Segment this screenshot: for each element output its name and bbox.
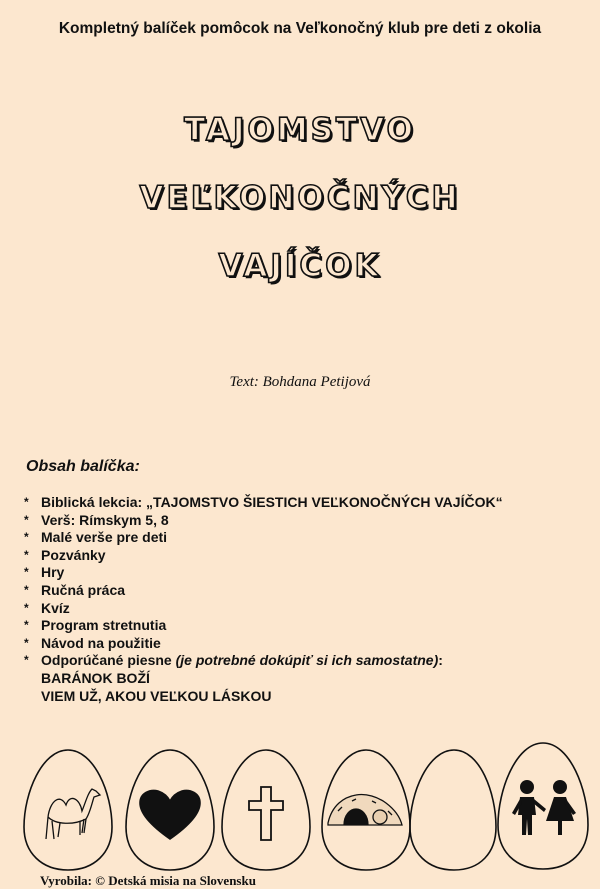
egg-children bbox=[498, 743, 588, 869]
song-title: BARÁNOK BOŽÍ bbox=[41, 670, 150, 686]
songs-note: (je potrebné dokúpiť si ich samostatne) bbox=[175, 652, 439, 669]
list-item-label: Biblická lekcia: „TAJOMSTVO ŠIESTICH VEĽKONOČNÝCH VAJÍČOK“ bbox=[41, 494, 503, 510]
egg-tomb bbox=[322, 750, 410, 870]
list-item-label: Program stretnutia bbox=[41, 617, 167, 634]
bullet-icon: * bbox=[24, 600, 29, 615]
list-item bbox=[24, 600, 503, 618]
list-item-label: Kvíz bbox=[41, 599, 70, 616]
title-line-1: TAJOMSTVO bbox=[184, 112, 416, 148]
bullet-icon: * bbox=[24, 635, 29, 650]
songs-suffix: : bbox=[438, 652, 443, 669]
bullet-icon: * bbox=[24, 618, 29, 633]
songs-list bbox=[41, 670, 272, 705]
bullet-icon: * bbox=[24, 582, 29, 597]
list-item-label: Pozvánky bbox=[41, 546, 106, 563]
children-icon bbox=[512, 780, 576, 835]
list-item bbox=[24, 529, 503, 547]
song-title: VIEM UŽ, AKOU VEĽKOU LÁSKOU bbox=[41, 687, 272, 704]
list-item bbox=[24, 635, 503, 653]
egg-heart bbox=[126, 750, 214, 870]
footer-credit: Vyrobila: © Detská misia na Slovensku bbox=[40, 873, 256, 888]
egg-cross bbox=[222, 750, 310, 870]
list-item bbox=[24, 564, 503, 582]
bullet-icon: * bbox=[24, 653, 29, 668]
list-item-label: Verš: Rímskym 5, 8 bbox=[41, 511, 169, 528]
header-subtitle: Kompletný balíček pomôcok na Veľkonočný klub pre deti z okolia bbox=[58, 20, 542, 37]
bullet-icon: * bbox=[24, 530, 29, 545]
list-item bbox=[24, 512, 503, 530]
title-line-3: VAJÍČOK bbox=[218, 248, 382, 284]
title-line-2: VEĽKONOČNÝCH bbox=[139, 180, 461, 216]
list-item bbox=[24, 617, 503, 635]
list-item-label: Návod na použitie bbox=[41, 634, 161, 651]
list-item bbox=[24, 547, 503, 565]
bullet-icon: * bbox=[24, 565, 29, 580]
heart-icon bbox=[140, 791, 200, 840]
list-item bbox=[24, 582, 503, 600]
bullet-icon: * bbox=[24, 512, 29, 527]
list-item-songs bbox=[24, 652, 503, 670]
list-item-label: Ručná práca bbox=[41, 581, 126, 598]
list-item-label: Hry bbox=[41, 564, 65, 581]
egg-camel bbox=[24, 750, 112, 870]
bullet-icon: * bbox=[24, 495, 29, 509]
contents-list bbox=[24, 494, 503, 670]
contents-heading: Obsah balíčka: bbox=[26, 458, 140, 475]
egg-empty bbox=[410, 750, 496, 870]
tomb-icon bbox=[328, 794, 402, 825]
bullet-icon: * bbox=[24, 547, 29, 562]
songs-label: Odporúčané piesne bbox=[41, 652, 176, 669]
camel-icon bbox=[46, 789, 100, 839]
cross-icon bbox=[249, 787, 283, 840]
list-item-label: Malé verše pre deti bbox=[41, 529, 168, 546]
egg-row bbox=[0, 735, 600, 875]
list-item bbox=[24, 494, 503, 512]
author-credit: Text: Bohdana Petijová bbox=[229, 374, 371, 390]
